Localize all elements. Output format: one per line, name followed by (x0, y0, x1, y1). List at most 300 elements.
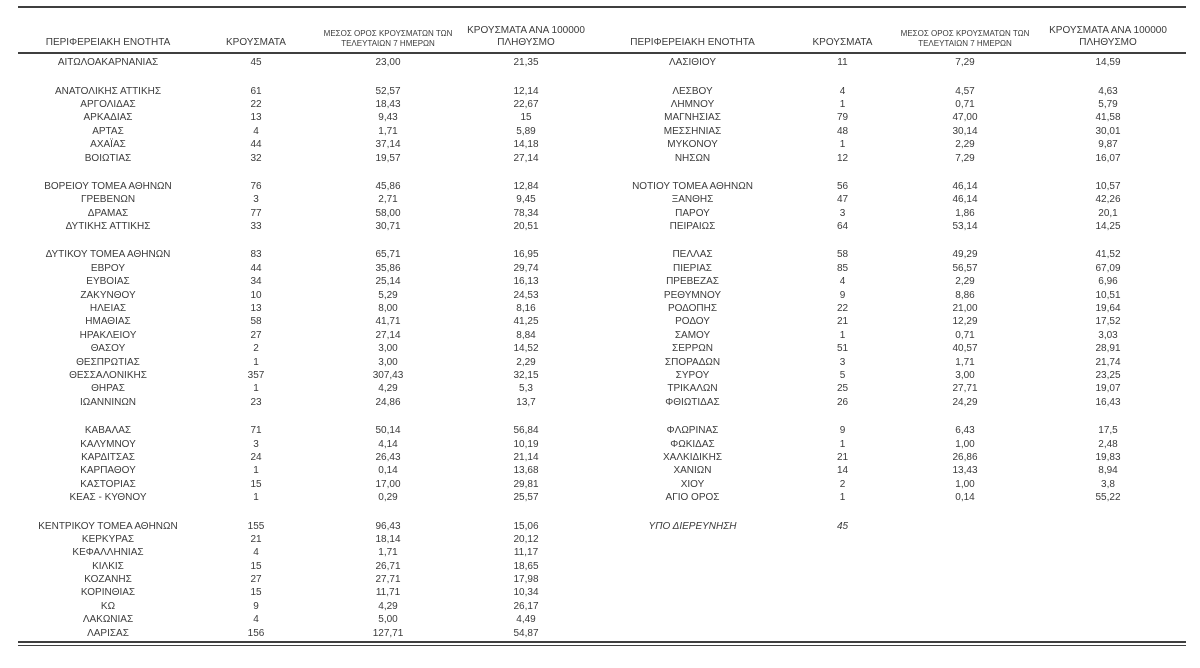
cell-region: ΣΥΡΟΥ (675, 370, 710, 381)
cell-avg7: 0,14 (955, 492, 975, 504)
cell-avg7: 11,71 (375, 587, 401, 599)
cell-region: ΧΑΝΙΩΝ (673, 465, 712, 477)
cell-avg7: 30,71 (375, 221, 401, 233)
cell-cases: 4 (253, 125, 259, 137)
cell-per100k: 10,57 (1095, 180, 1121, 192)
cell-avg7: 27,14 (375, 329, 401, 341)
table-row (18, 288, 590, 301)
cell-region: ΘΑΣΟΥ (90, 343, 126, 355)
cell-region: ΣΠΟΡΑΔΩΝ (664, 356, 721, 368)
cell-region: ΚΕΝΤΡΙΚΟΥ ΤΟΜΕΑ ΑΘΗΝΩΝ (38, 520, 178, 532)
cell-region: ΕΥΒΟΙΑΣ (86, 276, 130, 288)
cell-cases: 13 (250, 112, 262, 124)
table-row (18, 302, 590, 315)
cell-cases: 1 (839, 438, 846, 450)
cell-avg7: 47,00 (952, 112, 978, 124)
table-row (18, 451, 590, 464)
cell-cases: 56 (836, 180, 849, 192)
table-row (600, 56, 1186, 69)
cell-region: ΠΕΛΛΑΣ (672, 249, 713, 261)
cell-avg7: 127,71 (372, 627, 404, 639)
cell-per100k: 41,52 (1095, 249, 1121, 261)
cell-cases: 3 (839, 356, 846, 368)
cell-avg7: 13,43 (952, 465, 978, 477)
cell-avg7: 0,71 (955, 98, 975, 110)
cell-avg7: 9,43 (378, 112, 398, 124)
cell-cases: 22 (250, 98, 262, 110)
cell-region: ΗΛΕΙΑΣ (89, 303, 127, 315)
cell-avg7: 46,14 (952, 194, 978, 206)
table-row (600, 302, 1186, 315)
cell-region: ΞΑΝΘΗΣ (671, 194, 714, 206)
cell-cases: 77 (250, 207, 262, 219)
table-row (18, 573, 590, 586)
cell-avg7: 96,43 (375, 520, 401, 532)
cell-cases: 1 (839, 329, 846, 341)
cell-per100k: 54,87 (513, 627, 539, 639)
cell-cases: 9 (253, 600, 259, 612)
cell-per100k: 20,51 (513, 221, 539, 233)
table-row (600, 138, 1186, 151)
table-row (600, 84, 1186, 97)
cell-region: ΑΡΚΑΔΙΑΣ (83, 112, 133, 124)
table-row (18, 275, 590, 288)
cell-region: ΡΕΘΥΜΝΟΥ (663, 289, 722, 301)
cell-avg7: 26,86 (952, 451, 978, 463)
cell-avg7: 307,43 (372, 370, 404, 381)
table-row (18, 180, 590, 193)
table-row (18, 342, 590, 355)
table-row (18, 248, 590, 261)
cell-region: ΚΩ (100, 600, 116, 612)
cell-region: ΕΒΡΟΥ (90, 262, 126, 274)
header-line: ΠΛΗΘΥΣΜΟ (1079, 37, 1137, 48)
cell-per100k: 56,84 (513, 425, 539, 437)
cell-per100k: 29,74 (513, 262, 539, 274)
table-row (18, 600, 590, 613)
cell-cases: 4 (253, 547, 259, 559)
cell-cases: 22 (836, 303, 849, 315)
cell-avg7: 4,57 (955, 85, 975, 97)
table-row (18, 491, 590, 504)
cell-cases: 24 (250, 451, 262, 463)
cell-cases: 1 (253, 356, 259, 368)
cell-per100k: 9,87 (1098, 139, 1118, 151)
cell-per100k: 19,83 (1095, 451, 1121, 463)
cell-region: ΖΑΚΥΝΘΟΥ (80, 289, 136, 301)
table-row (600, 355, 1186, 368)
cell-avg7: 12,29 (952, 316, 978, 328)
cell-cases: 2 (839, 478, 846, 490)
cell-cases: 13 (250, 303, 262, 315)
table-row (18, 396, 590, 409)
cell-per100k: 29,81 (513, 478, 539, 490)
cell-region: ΚΑΛΥΜΝΟΥ (80, 438, 136, 450)
cell-region: ΣΑΜΟΥ (674, 329, 711, 341)
cell-region: ΚΕΑΣ - ΚΥΘΝΟΥ (69, 492, 147, 504)
cell-per100k: 14,52 (513, 343, 539, 355)
cell-cases: 1 (839, 492, 846, 504)
cell-cases: 44 (250, 262, 262, 274)
table-row (18, 56, 590, 69)
cell-per100k: 21,74 (1095, 356, 1121, 368)
cell-avg7: 5,00 (378, 614, 398, 626)
cell-region: ΑΡΓΟΛΙΔΑΣ (80, 98, 136, 110)
cell-cases: 71 (250, 425, 262, 437)
cell-avg7: 8,00 (378, 303, 398, 315)
cell-region: ΑΧΑΪΑΣ (90, 139, 126, 151)
cell-avg7: 56,57 (952, 262, 978, 274)
cell-region: ΚΕΦΑΛΛΗΝΙΑΣ (72, 547, 144, 559)
cell-avg7: 21,00 (952, 303, 978, 315)
cell-per100k: 21,35 (513, 57, 539, 69)
table-row (18, 560, 590, 573)
cell-per100k: 14,18 (513, 139, 539, 151)
cell-region: ΘΗΡΑΣ (91, 383, 125, 395)
cell-avg7: 2,29 (955, 139, 975, 151)
cell-per100k: 2,29 (516, 356, 536, 368)
cell-region: ΔΡΑΜΑΣ (87, 207, 129, 219)
cell-region: ΜΕΣΣΗΝΙΑΣ (663, 125, 722, 137)
cell-cases: 32 (250, 152, 262, 164)
cell-region: ΛΗΜΝΟΥ (670, 98, 715, 110)
table-row (600, 369, 1186, 382)
cell-per100k: 28,91 (1095, 343, 1121, 355)
cell-avg7: 1,71 (378, 125, 398, 137)
cell-avg7: 52,57 (375, 85, 401, 97)
table-row (600, 519, 1186, 532)
cell-region: ΗΜΑΘΙΑΣ (85, 316, 131, 328)
header-line: ΤΕΛΕΥΤΑΙΩΝ 7 ΗΜΕΡΩΝ (918, 38, 1012, 48)
cell-per100k: 9,45 (516, 194, 536, 206)
cell-cases: 9 (839, 425, 846, 437)
table-row (18, 125, 590, 138)
column-header-region: ΠΕΡΙΦΕΡΕΙΑΚΗ ΕΝΟΤΗΤΑ (630, 37, 755, 48)
cell-region: ΑΙΤΩΛΟΑΚΑΡΝΑΝΙΑΣ (57, 57, 159, 69)
table-row (18, 315, 590, 328)
cell-region: ΜΑΓΝΗΣΙΑΣ (664, 112, 721, 124)
cell-per100k: 17,5 (1098, 425, 1118, 437)
cell-region: ΓΡΕΒΕΝΩΝ (80, 194, 136, 206)
table-row (18, 626, 590, 639)
table-row (18, 533, 590, 546)
table-row (18, 111, 590, 124)
cell-avg7: 26,43 (375, 451, 401, 463)
table-row (18, 382, 590, 395)
table-row (18, 262, 590, 275)
cell-avg7: 27,71 (375, 574, 401, 586)
cell-region: ΚΑΣΤΟΡΙΑΣ (80, 478, 136, 490)
header-line: ΜΕΣΟΣ ΟΡΟΣ ΚΡΟΥΣΜΑΤΩΝ ΤΩΝ (323, 29, 453, 38)
cell-per100k: 5,79 (1098, 98, 1118, 110)
cell-cases: 1 (839, 139, 846, 151)
cell-per100k: 25,57 (513, 492, 539, 504)
cell-region: ΚΕΡΚΥΡΑΣ (81, 533, 135, 545)
cell-cases: 25 (836, 383, 849, 395)
table-row (18, 193, 590, 206)
table-row (18, 220, 590, 233)
table-row (600, 262, 1186, 275)
cell-cases: 76 (250, 180, 262, 192)
cell-cases: 4 (839, 85, 846, 97)
cell-avg7: 1,71 (378, 547, 398, 559)
table-row (18, 613, 590, 626)
cell-per100k: 5,3 (519, 383, 533, 395)
cell-region: ΦΘΙΩΤΙΔΑΣ (665, 396, 720, 408)
cell-per100k: 19,07 (1095, 383, 1121, 395)
cell-cases: 12 (836, 152, 849, 164)
cell-avg7: 18,43 (375, 98, 401, 110)
cell-cases: 64 (836, 221, 849, 233)
cell-per100k: 4,63 (1098, 85, 1118, 97)
cell-avg7: 27,71 (952, 383, 978, 395)
cell-region: ΔΥΤΙΚΟΥ ΤΟΜΕΑ ΑΘΗΝΩΝ (45, 249, 171, 261)
cell-region: ΛΑΡΙΣΑΣ (87, 627, 129, 639)
cell-avg7: 1,00 (955, 438, 975, 450)
table-row (18, 424, 590, 437)
table-row (600, 437, 1186, 450)
cell-per100k: 24,53 (513, 289, 539, 301)
cell-per100k: 13,7 (516, 396, 536, 408)
cell-cases: 10 (250, 289, 262, 301)
cell-avg7: 24,29 (952, 396, 978, 408)
cell-cases: 357 (247, 370, 265, 381)
cell-per100k: 23,25 (1095, 370, 1121, 381)
cell-avg7: 40,57 (952, 343, 978, 355)
table-row (600, 424, 1186, 437)
cell-avg7: 7,29 (955, 57, 975, 69)
cell-cases: 15 (250, 560, 262, 572)
table-row (600, 382, 1186, 395)
cell-cases: 26 (836, 396, 849, 408)
cell-cases: 4 (839, 276, 846, 288)
cell-region: ΥΠΟ ΔΙΕΡΕΥΝΗΣΗ (648, 520, 737, 532)
cell-region: ΠΙΕΡΙΑΣ (673, 262, 712, 274)
cell-per100k: 11,17 (513, 547, 539, 559)
table-row (18, 151, 590, 164)
cell-per100k: 15 (520, 112, 532, 124)
table-row (600, 464, 1186, 477)
table-row (18, 369, 590, 382)
cell-cases: 155 (247, 520, 265, 532)
table-row (18, 478, 590, 491)
table-header-right (600, 16, 1186, 52)
cell-per100k: 67,09 (1095, 262, 1121, 274)
cell-region: ΝΟΤΙΟΥ ΤΟΜΕΑ ΑΘΗΝΩΝ (632, 180, 753, 192)
cell-avg7: 1,86 (955, 207, 975, 219)
cell-cases: 27 (250, 574, 262, 586)
cell-per100k: 6,96 (1098, 276, 1118, 288)
cell-cases: 1 (253, 383, 259, 395)
table-body-right (600, 56, 1186, 533)
top-border-line (18, 6, 1186, 8)
cell-per100k: 3,03 (1098, 329, 1118, 341)
cell-cases: 15 (250, 478, 262, 490)
cell-avg7: 4,14 (378, 438, 398, 450)
table-row (600, 451, 1186, 464)
cell-cases: 44 (250, 139, 262, 151)
cell-avg7: 35,86 (375, 262, 401, 274)
cell-region: ΚΑΒΑΛΑΣ (84, 425, 132, 437)
cell-avg7: 3,00 (955, 370, 975, 381)
table-row (600, 151, 1186, 164)
table-body-left (18, 56, 590, 640)
cell-cases: 79 (836, 112, 849, 124)
cell-region: ΠΡΕΒΕΖΑΣ (666, 276, 719, 288)
cell-per100k: 16,95 (513, 249, 539, 261)
cell-cases: 1 (253, 465, 259, 477)
bottom-border-line (18, 641, 1186, 646)
header-line: ΤΕΛΕΥΤΑΙΩΝ 7 ΗΜΕΡΩΝ (341, 38, 435, 48)
table-header-left (18, 16, 590, 52)
table-row (600, 491, 1186, 504)
header-line: ΠΛΗΘΥΣΜΟ (497, 37, 555, 48)
cell-cases: 3 (839, 207, 846, 219)
table-row (600, 207, 1186, 220)
cell-cases: 21 (836, 451, 849, 463)
cell-per100k: 21,14 (513, 451, 539, 463)
cell-per100k: 42,26 (1095, 194, 1121, 206)
cell-region: ΛΑΣΙΘΙΟΥ (669, 57, 716, 69)
cell-region: ΚΟΡΙΝΘΙΑΣ (80, 587, 136, 599)
table-row (600, 315, 1186, 328)
cell-cases: 3 (253, 194, 259, 206)
cell-avg7: 50,14 (375, 425, 401, 437)
table-row (18, 98, 590, 111)
cell-per100k: 3,8 (1101, 478, 1115, 490)
column-header-per100k (1030, 25, 1186, 52)
table-row (600, 342, 1186, 355)
cell-region: ΧΙΟΥ (680, 478, 705, 490)
cell-cases: 61 (250, 85, 262, 97)
cell-region: ΙΩΑΝΝΙΝΩΝ (79, 396, 137, 408)
cell-per100k: 14,59 (1095, 57, 1121, 69)
cell-avg7: 4,29 (378, 383, 398, 395)
cell-per100k: 26,17 (513, 600, 539, 612)
cell-cases: 4 (253, 614, 259, 626)
cell-cases: 2 (253, 343, 259, 355)
cell-per100k: 78,34 (513, 207, 539, 219)
header-underline (18, 52, 1186, 54)
cell-avg7: 26,71 (375, 560, 401, 572)
cell-per100k: 22,67 (513, 98, 539, 110)
cell-avg7: 41,71 (375, 316, 401, 328)
cell-cases: 156 (247, 627, 265, 639)
cell-avg7: 2,29 (955, 276, 975, 288)
cell-cases: 34 (250, 276, 262, 288)
cell-per100k: 20,12 (513, 533, 539, 545)
table-row (600, 275, 1186, 288)
cell-per100k: 8,84 (516, 329, 536, 341)
cell-avg7: 24,86 (375, 396, 401, 408)
cell-avg7: 0,71 (955, 329, 975, 341)
cell-region: ΑΓΙΟ ΟΡΟΣ (665, 492, 720, 504)
cell-per100k: 17,98 (513, 574, 539, 586)
column-header-region: ΠΕΡΙΦΕΡΕΙΑΚΗ ΕΝΟΤΗΤΑ (45, 37, 171, 48)
cell-avg7: 19,57 (375, 152, 401, 164)
table-row (600, 248, 1186, 261)
cell-cases: 5 (839, 370, 846, 381)
header-line: ΚΡΟΥΣΜΑΤΑ ΑΝΑ 100000 (1049, 25, 1167, 36)
column-header-avg7 (900, 29, 1030, 52)
cell-cases: 21 (250, 533, 262, 545)
cell-region: ΘΕΣΣΑΛΟΝΙΚΗΣ (69, 370, 147, 381)
cell-avg7: 46,14 (952, 180, 978, 192)
column-header-cases: ΚΡΟΥΣΜΑΤΑ (226, 37, 286, 48)
table-row (18, 546, 590, 559)
cell-per100k: 20,1 (1098, 207, 1118, 219)
cell-cases: 58 (250, 316, 262, 328)
cell-per100k: 8,94 (1098, 465, 1118, 477)
table-row (600, 193, 1186, 206)
cell-avg7: 0,29 (378, 492, 398, 504)
column-header-cases: ΚΡΟΥΣΜΑΤΑ (812, 37, 873, 48)
cell-per100k: 2,48 (1098, 438, 1118, 450)
cell-cases: 45 (836, 520, 849, 532)
table-row (18, 138, 590, 151)
cell-avg7: 4,29 (378, 600, 398, 612)
cell-avg7: 23,00 (375, 57, 401, 69)
cell-avg7: 1,71 (955, 356, 975, 368)
table-row (18, 519, 590, 532)
table-row (18, 355, 590, 368)
cell-region: ΚΑΡΠΑΘΟΥ (80, 465, 136, 477)
cell-avg7: 1,00 (955, 478, 975, 490)
cell-cases: 14 (836, 465, 849, 477)
cell-cases: 11 (837, 57, 848, 69)
table-row (18, 329, 590, 342)
cell-region: ΛΕΣΒΟΥ (672, 85, 713, 97)
table-row (600, 180, 1186, 193)
cell-cases: 85 (836, 262, 849, 274)
cell-per100k: 16,07 (1095, 152, 1121, 164)
cell-avg7: 18,14 (375, 533, 401, 545)
cell-avg7: 2,71 (378, 194, 398, 206)
cell-region: ΤΡΙΚΑΛΩΝ (667, 383, 718, 395)
cell-cases: 83 (250, 249, 262, 261)
cell-region: ΛΑΚΩΝΙΑΣ (82, 614, 134, 626)
cell-avg7: 37,14 (375, 139, 401, 151)
cell-per100k: 55,22 (1095, 492, 1121, 504)
cell-per100k: 10,34 (513, 587, 539, 599)
cell-region: ΣΕΡΡΩΝ (672, 343, 713, 355)
cell-region: ΚΙΛΚΙΣ (92, 560, 124, 572)
table-row (600, 396, 1186, 409)
cell-region: ΘΕΣΠΡΩΤΙΑΣ (76, 356, 140, 368)
cell-region: ΠΑΡΟΥ (675, 207, 710, 219)
cell-region: ΡΟΔΟΥ (675, 316, 710, 328)
table-row (600, 111, 1186, 124)
cell-per100k: 12,84 (513, 180, 539, 192)
cell-region: ΜΥΚΟΝΟΥ (667, 139, 718, 151)
header-line: ΜΕΣΟΣ ΟΡΟΣ ΚΡΟΥΣΜΑΤΩΝ ΤΩΝ (900, 29, 1030, 38)
cell-per100k: 10,51 (1095, 289, 1121, 301)
cell-per100k: 12,14 (513, 85, 539, 97)
cell-avg7: 65,71 (375, 249, 401, 261)
cell-per100k: 17,52 (1095, 316, 1121, 328)
cell-avg7: 49,29 (952, 249, 978, 261)
table-row (18, 586, 590, 599)
cell-cases: 45 (250, 57, 262, 69)
cell-avg7: 17,00 (375, 478, 401, 490)
cell-per100k: 10,19 (513, 438, 539, 450)
cell-per100k: 19,64 (1095, 303, 1121, 315)
cell-avg7: 0,14 (378, 465, 398, 477)
cell-per100k: 16,43 (1095, 396, 1121, 408)
table-row (600, 125, 1186, 138)
table-row (18, 464, 590, 477)
cell-cases: 47 (836, 194, 849, 206)
